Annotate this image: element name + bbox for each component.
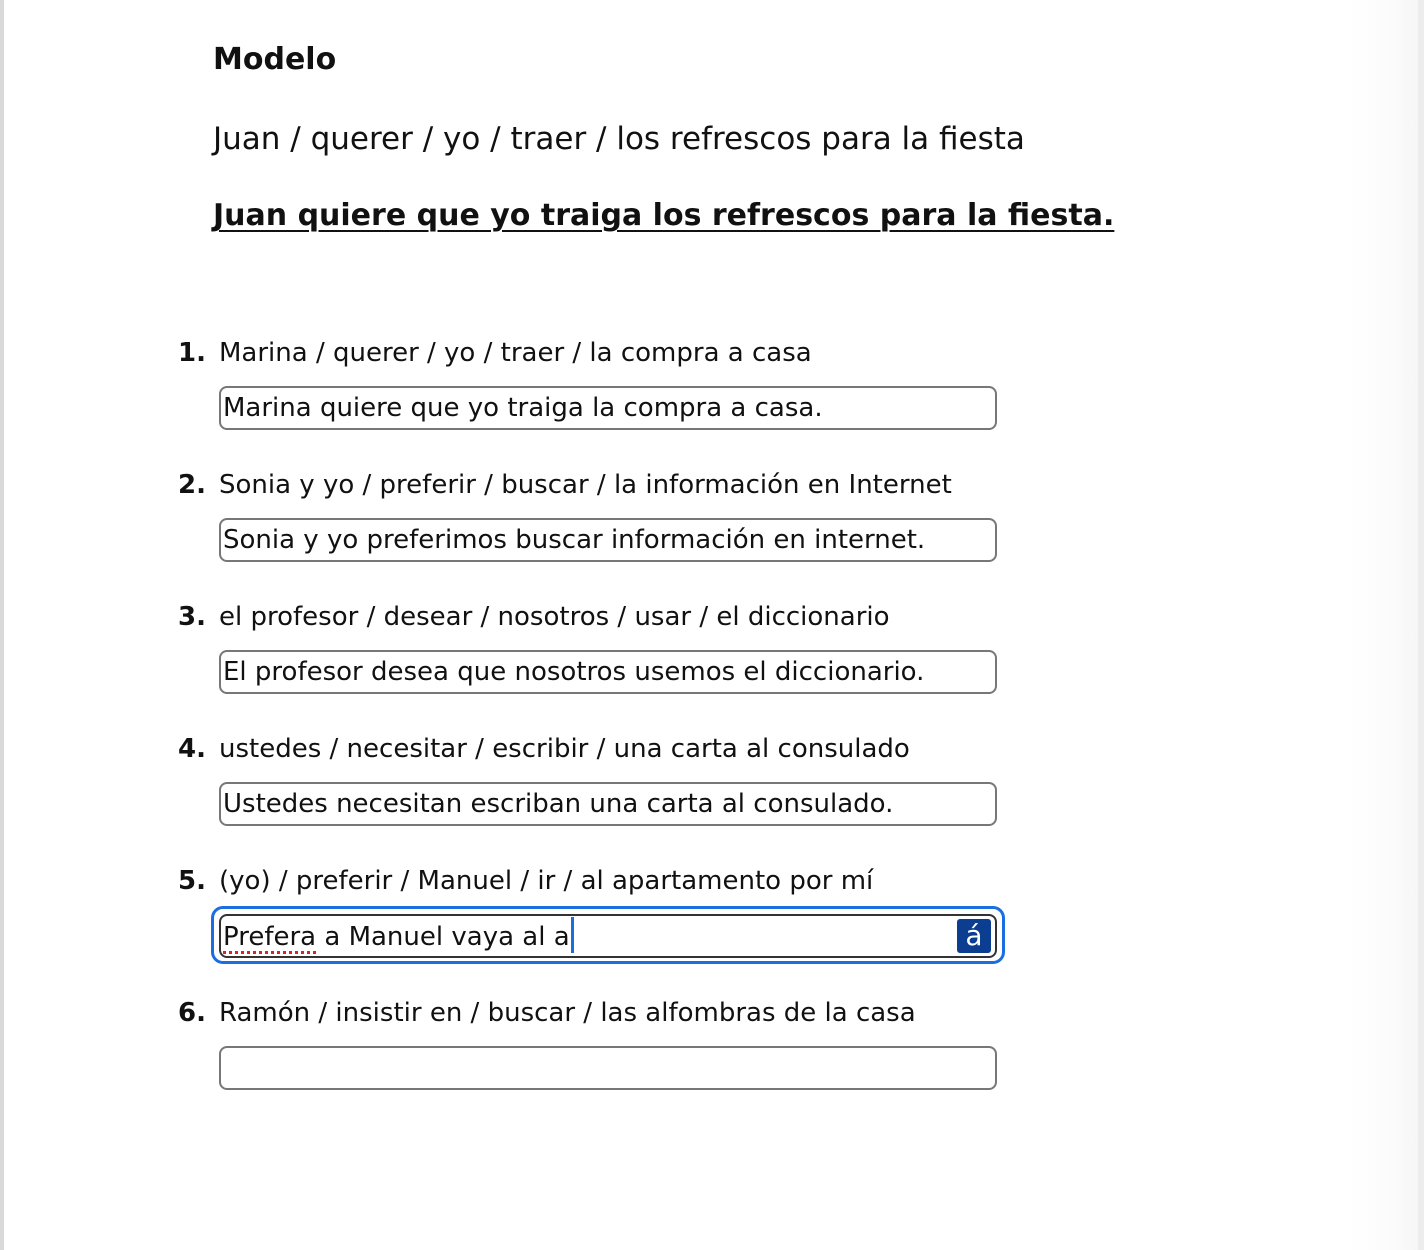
answer-value-rest: a Manuel vaya al a xyxy=(316,922,570,952)
item-prompt: Marina / querer / yo / traer / la compra a casa xyxy=(219,338,812,368)
exercise-item-1 xyxy=(0,334,1100,454)
item-number: 6. xyxy=(178,998,206,1028)
model-heading: Modelo xyxy=(213,42,337,77)
answer-value: El profesor desea que nosotros usemos el diccionario. xyxy=(223,657,925,687)
answer-value: Marina quiere que yo traiga la compra a casa. xyxy=(223,393,823,423)
item-prompt: Ramón / insistir en / buscar / las alfombras de la casa xyxy=(219,998,916,1028)
answer-value xyxy=(223,917,574,956)
accent-button[interactable]: á xyxy=(957,919,991,953)
exercise-item-6 xyxy=(0,994,1100,1114)
model-answer: Juan quiere que yo traiga los refrescos para la fiesta. xyxy=(213,198,1115,233)
spellcheck-word[interactable]: Prefera xyxy=(223,922,317,952)
answer-input-4[interactable] xyxy=(219,782,997,826)
item-number: 4. xyxy=(178,734,206,764)
item-prompt: el profesor / desear / nosotros / usar / el diccionario xyxy=(219,602,890,632)
answer-input-3[interactable] xyxy=(219,650,997,694)
item-number: 5. xyxy=(178,866,206,896)
answer-value: Sonia y yo preferimos buscar información en internet. xyxy=(223,525,926,555)
item-prompt: (yo) / preferir / Manuel / ir / al apartamento por mí xyxy=(219,866,874,896)
item-prompt: Sonia y yo / preferir / buscar / la información en Internet xyxy=(219,470,952,500)
exercise-item-2 xyxy=(0,466,1100,586)
item-prompt: ustedes / necesitar / escribir / una carta al consulado xyxy=(219,734,910,764)
answer-input-5[interactable] xyxy=(219,914,997,958)
item-number: 2. xyxy=(178,470,206,500)
text-caret xyxy=(571,917,574,953)
answer-input-2[interactable] xyxy=(219,518,997,562)
exercise-item-4 xyxy=(0,730,1100,850)
exercise-item-3 xyxy=(0,598,1100,718)
item-number: 1. xyxy=(178,338,206,368)
right-margin xyxy=(1348,0,1424,1250)
item-number: 3. xyxy=(178,602,206,632)
answer-input-1[interactable] xyxy=(219,386,997,430)
answer-input-6[interactable] xyxy=(219,1046,997,1090)
model-prompt: Juan / querer / yo / traer / los refrescos para la fiesta xyxy=(213,121,1025,157)
scrollbar-track[interactable] xyxy=(1418,0,1424,1250)
answer-value: Ustedes necesitan escriban una carta al consulado. xyxy=(223,789,894,819)
